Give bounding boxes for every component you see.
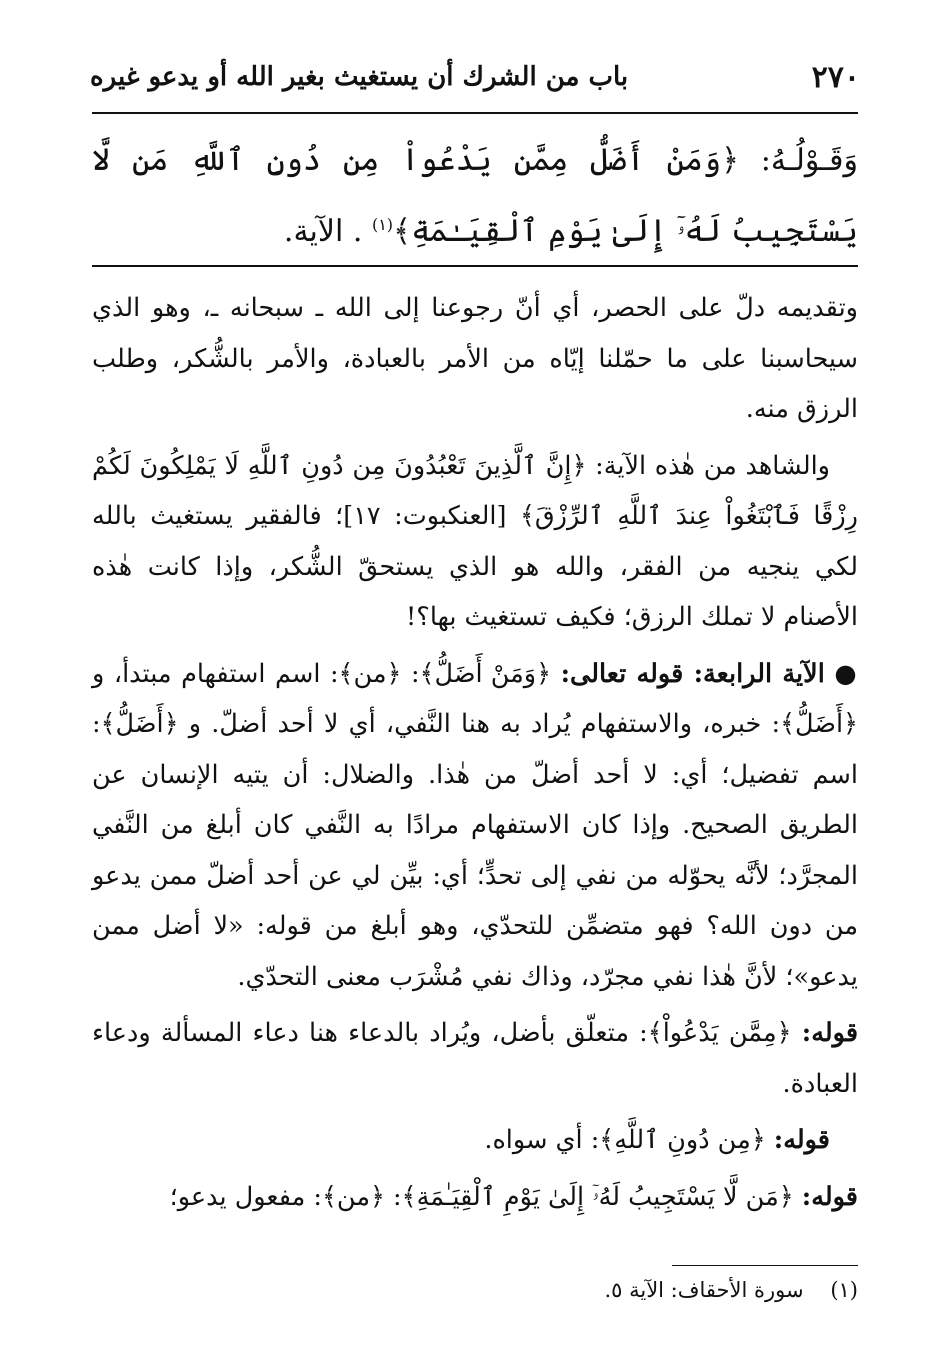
paragraph-lead: قوله:	[801, 1181, 858, 1212]
paragraph-text: ﴿مَن لَّا يَسْتَجِيبُ لَهُۥٓ إِلَىٰ يَوْمِ ٱلْقِيَـٰمَةِ﴾: ﴿من﴾: مفعول يدعو؛	[169, 1181, 794, 1212]
paragraph	[92, 1172, 858, 1223]
matn-tail: . الآية.	[283, 214, 363, 249]
footnote	[400, 1272, 858, 1308]
bullet-icon: ●	[834, 658, 858, 689]
matn-lead: وَقَـوْلُـهُ:	[760, 143, 858, 178]
footnote-text: سورة الأحقاف: الآية ٥.	[604, 1278, 804, 1302]
paragraph-text: ﴿مِمَّن يَدْعُواْ﴾: متعلّق بأضل، ويُراد بالدعاء هنا دعاء المسألة ودعاء العبادة.	[92, 1018, 858, 1099]
paragraph	[92, 1008, 858, 1109]
paragraph-text: وتقديمه دلّ على الحصر، أي أنّ رجوعنا إلى الله ـ سبحانه ـ، وهو الذي سيحاسبنا على ما حمّلنا إيّاه من الأمر بالعبادة، والأمر بالشُّكر، وطلب الرزق منه.	[92, 293, 858, 424]
header-rule	[92, 112, 858, 114]
page-header	[90, 50, 860, 110]
running-title: باب من الشرك أن يستغيث بغير الله أو يدعو غيره	[90, 62, 629, 92]
footnote-marker: (١)	[830, 1278, 858, 1302]
paragraph	[92, 441, 858, 643]
footnote-rule	[672, 1265, 858, 1266]
page-number: ٢٧٠	[811, 60, 860, 95]
paragraph	[92, 649, 858, 1003]
paragraph-lead: قوله:	[773, 1125, 830, 1155]
matn-block	[92, 128, 858, 264]
matn-rule	[92, 265, 858, 267]
matn-verse: ﴿وَمَنْ أَضَلُّ مِمَّن يَدْعُواْ مِن دُونِ ٱللَّهِ مَن لَّا يَسْتَجِيبُ لَهُۥٓ إِلَىٰ يَوْمِ ٱلْقِيَـٰمَةِ﴾	[92, 142, 858, 249]
paragraph	[92, 1115, 858, 1166]
paragraph-text: ﴿وَمَنْ أَضَلُّ﴾: ﴿من﴾: اسم استفهام مبتدأ، و ﴿أَضَلُّ﴾: خبره، والاستفهام يُراد به هنا النَّفي، أي لا أحد أضلّ. و ﴿أَضَلُّ﴾: اسم تفضيل؛ أي: لا أحد أضلّ من هٰذا. والضلال: أن يتيه الإنسان عن الطريق الصحيح. وإذا كان الاستفهام مرادًا به النَّفي كان أبلغ من النَّفي المجرَّد؛ لأنَّه يحوّله من نفي إلى تحدٍّ؛ أي: بيِّن لي عن أحد أضلّ ممن يدعو من دون الله؟ فهو متضمِّن للتحدّي، وهو أبلغ من قوله: «لا أضل ممن يدعو»؛ لأنَّ هٰذا نفي مجرّد، وذاك نفي مُشْرَب معنى التحدّي.	[92, 658, 858, 992]
commentary	[92, 283, 858, 1228]
paragraph-text: ﴿مِن دُونِ ٱللَّهِ﴾: أي سواه.	[484, 1125, 766, 1155]
paragraph-lead: قوله:	[801, 1018, 859, 1048]
paragraph	[92, 283, 858, 435]
paragraph-lead: الآية الرابعة: قوله تعالى:	[560, 658, 825, 689]
paragraph-text: والشاهد من هٰذه الآية: ﴿إِنَّ ٱلَّذِينَ تَعْبُدُونَ مِن دُونِ ٱللَّهِ لَا يَمْلِكُونَ لَكُمْ رِزْقًا فَٱبْتَغُواْ عِندَ ٱللَّهِ ٱلرِّزْقَ﴾ [العنكبوت: ١٧]؛ فالفقير يستغيث بالله لكي ينجيه من الفقر، والله هو الذي يستحقّ الشُّكر، وإذا كانت هٰذه الأصنام لا تملك الرزق؛ فكيف تستغيث بها؟!	[92, 450, 858, 632]
footnote-ref: (١)	[371, 215, 394, 234]
